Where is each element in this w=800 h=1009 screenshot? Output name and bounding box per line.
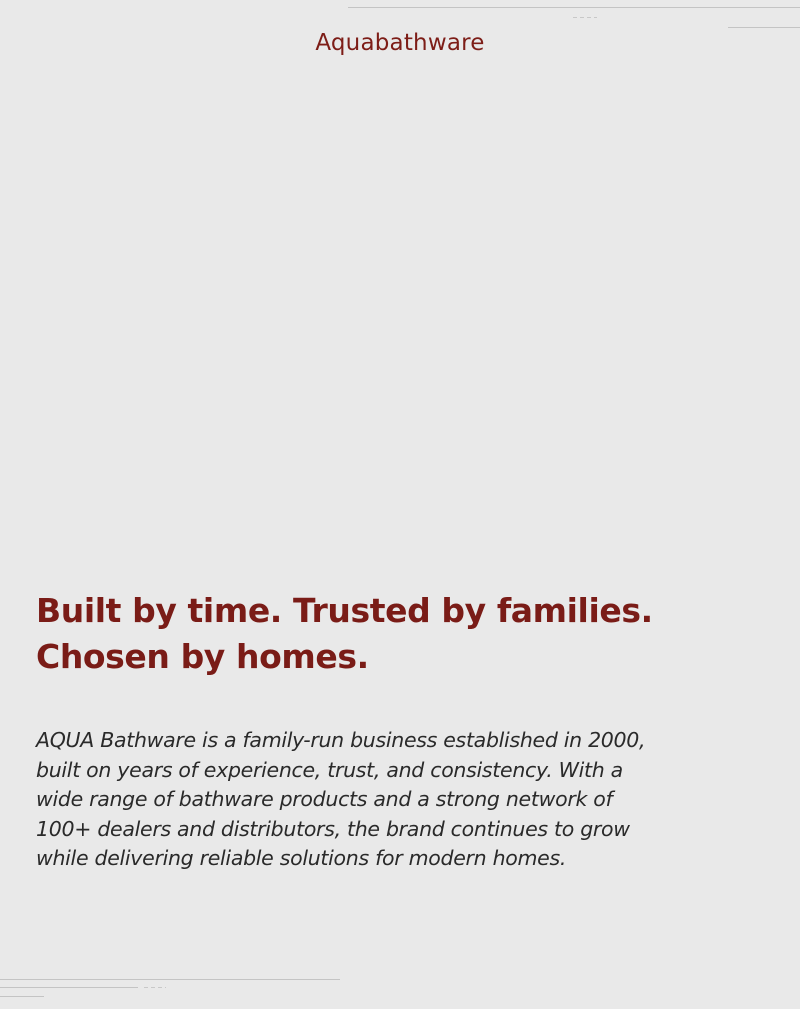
bottom-decor-line-long: [0, 979, 340, 980]
description-line: 100+ dealers and distributors, the brand continues to grow: [36, 816, 630, 841]
description-line: wide range of bathware products and a strong network of: [36, 787, 613, 811]
description-paragraph: [36, 726, 776, 874]
bottom-decor-line-short: [0, 996, 44, 997]
description-line: AQUA Bathware is a family-run business established in 2000,: [36, 728, 646, 752]
bottom-decor-line-mid: [0, 987, 138, 988]
top-decor-dash: [573, 17, 597, 18]
headline-line-1: Built by time. Trusted by families.: [36, 591, 653, 630]
description-line: while delivering reliable solutions for modern homes.: [36, 846, 567, 870]
brand-title: Aquabathware: [315, 30, 485, 56]
description-line: built on years of experience, trust, and consistency. With a: [36, 757, 623, 782]
top-decor-line-short: [728, 27, 800, 28]
top-decor-line-long: [348, 7, 800, 8]
headline-line-2: Chosen by homes.: [36, 637, 369, 676]
bottom-decor-dash: [144, 987, 166, 988]
headline: [36, 588, 776, 680]
